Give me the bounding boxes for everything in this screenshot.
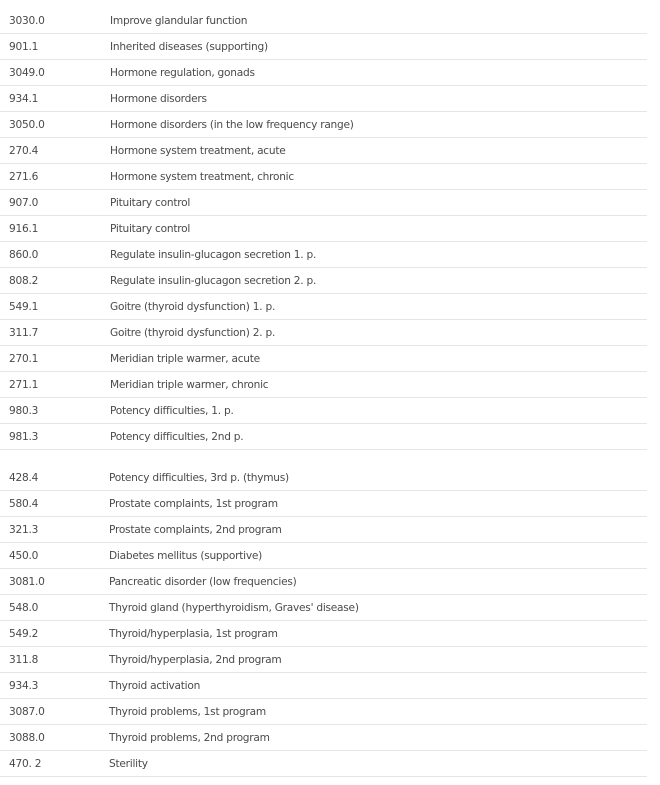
table-body xyxy=(0,465,647,777)
program-code: 580.4 xyxy=(0,491,100,517)
program-description: Goitre (thyroid dysfunction) 2. p. xyxy=(101,320,647,346)
program-description: Hormone system treatment, chronic xyxy=(101,164,647,190)
program-description: Thyroid problems, 2nd program xyxy=(100,725,647,751)
program-description: Goitre (thyroid dysfunction) 1. p. xyxy=(101,294,647,320)
program-code: 808.2 xyxy=(0,268,101,294)
program-code: 428.4 xyxy=(0,465,100,491)
table-row xyxy=(0,60,647,86)
table-row xyxy=(0,424,647,450)
program-description: Thyroid gland (hyperthyroidism, Graves' disease) xyxy=(100,595,647,621)
program-description: Meridian triple warmer, chronic xyxy=(101,372,647,398)
table-row xyxy=(0,517,647,543)
table-row xyxy=(0,242,647,268)
program-description: Hormone regulation, gonads xyxy=(101,60,647,86)
program-code: 3049.0 xyxy=(0,60,101,86)
program-description: Prostate complaints, 1st program xyxy=(100,491,647,517)
program-code: 907.0 xyxy=(0,190,101,216)
program-description: Hormone system treatment, acute xyxy=(101,138,647,164)
program-code: 3088.0 xyxy=(0,725,100,751)
table-row xyxy=(0,8,647,34)
program-description: Regulate insulin-glucagon secretion 2. p. xyxy=(101,268,647,294)
table-row xyxy=(0,751,647,777)
table-row xyxy=(0,112,647,138)
program-code: 3081.0 xyxy=(0,569,100,595)
program-description: Pituitary control xyxy=(101,190,647,216)
program-description: Sterility xyxy=(100,751,647,777)
program-description: Pituitary control xyxy=(101,216,647,242)
program-description: Thyroid/hyperplasia, 2nd program xyxy=(100,647,647,673)
program-description: Pancreatic disorder (low frequencies) xyxy=(100,569,647,595)
table-row xyxy=(0,372,647,398)
program-code: 549.2 xyxy=(0,621,100,647)
program-code: 311.8 xyxy=(0,647,100,673)
table-row xyxy=(0,268,647,294)
table-row xyxy=(0,569,647,595)
table-row xyxy=(0,543,647,569)
program-code: 549.1 xyxy=(0,294,101,320)
program-description: Potency difficulties, 1. p. xyxy=(101,398,647,424)
program-code: 3030.0 xyxy=(0,8,101,34)
program-description: Improve glandular function xyxy=(101,8,647,34)
table-row xyxy=(0,647,647,673)
program-description: Potency difficulties, 3rd p. (thymus) xyxy=(100,465,647,491)
program-code: 270.4 xyxy=(0,138,101,164)
program-description: Hormone disorders xyxy=(101,86,647,112)
program-code: 901.1 xyxy=(0,34,101,60)
program-code: 470. 2 xyxy=(0,751,100,777)
program-code: 270.1 xyxy=(0,346,101,372)
table-row xyxy=(0,673,647,699)
program-code: 450.0 xyxy=(0,543,100,569)
program-code: 934.1 xyxy=(0,86,101,112)
program-code: 3050.0 xyxy=(0,112,101,138)
table-row xyxy=(0,138,647,164)
program-description: Thyroid problems, 1st program xyxy=(100,699,647,725)
program-table-a xyxy=(0,8,647,450)
program-code: 548.0 xyxy=(0,595,100,621)
program-code: 3087.0 xyxy=(0,699,100,725)
program-description: Diabetes mellitus (supportive) xyxy=(100,543,647,569)
program-description: Regulate insulin-glucagon secretion 1. p. xyxy=(101,242,647,268)
table-row xyxy=(0,346,647,372)
table-row xyxy=(0,465,647,491)
table-row xyxy=(0,190,647,216)
table-row xyxy=(0,164,647,190)
program-description: Thyroid/hyperplasia, 1st program xyxy=(100,621,647,647)
program-table-b xyxy=(0,465,647,777)
program-code: 271.6 xyxy=(0,164,101,190)
program-code: 271.1 xyxy=(0,372,101,398)
table-body xyxy=(0,8,647,450)
table-row xyxy=(0,595,647,621)
table-row xyxy=(0,398,647,424)
table-row xyxy=(0,621,647,647)
program-description: Potency difficulties, 2nd p. xyxy=(101,424,647,450)
table-row xyxy=(0,725,647,751)
program-description: Meridian triple warmer, acute xyxy=(101,346,647,372)
table-row xyxy=(0,491,647,517)
program-code: 934.3 xyxy=(0,673,100,699)
program-code: 981.3 xyxy=(0,424,101,450)
program-description: Hormone disorders (in the low frequency range) xyxy=(101,112,647,138)
program-code: 321.3 xyxy=(0,517,100,543)
table-row xyxy=(0,294,647,320)
program-description: Inherited diseases (supporting) xyxy=(101,34,647,60)
table-row xyxy=(0,320,647,346)
program-code: 916.1 xyxy=(0,216,101,242)
program-description: Thyroid activation xyxy=(100,673,647,699)
table-row xyxy=(0,34,647,60)
program-code: 860.0 xyxy=(0,242,101,268)
table-row xyxy=(0,699,647,725)
program-code: 311.7 xyxy=(0,320,101,346)
program-code: 980.3 xyxy=(0,398,101,424)
table-row xyxy=(0,86,647,112)
table-row xyxy=(0,216,647,242)
program-description: Prostate complaints, 2nd program xyxy=(100,517,647,543)
